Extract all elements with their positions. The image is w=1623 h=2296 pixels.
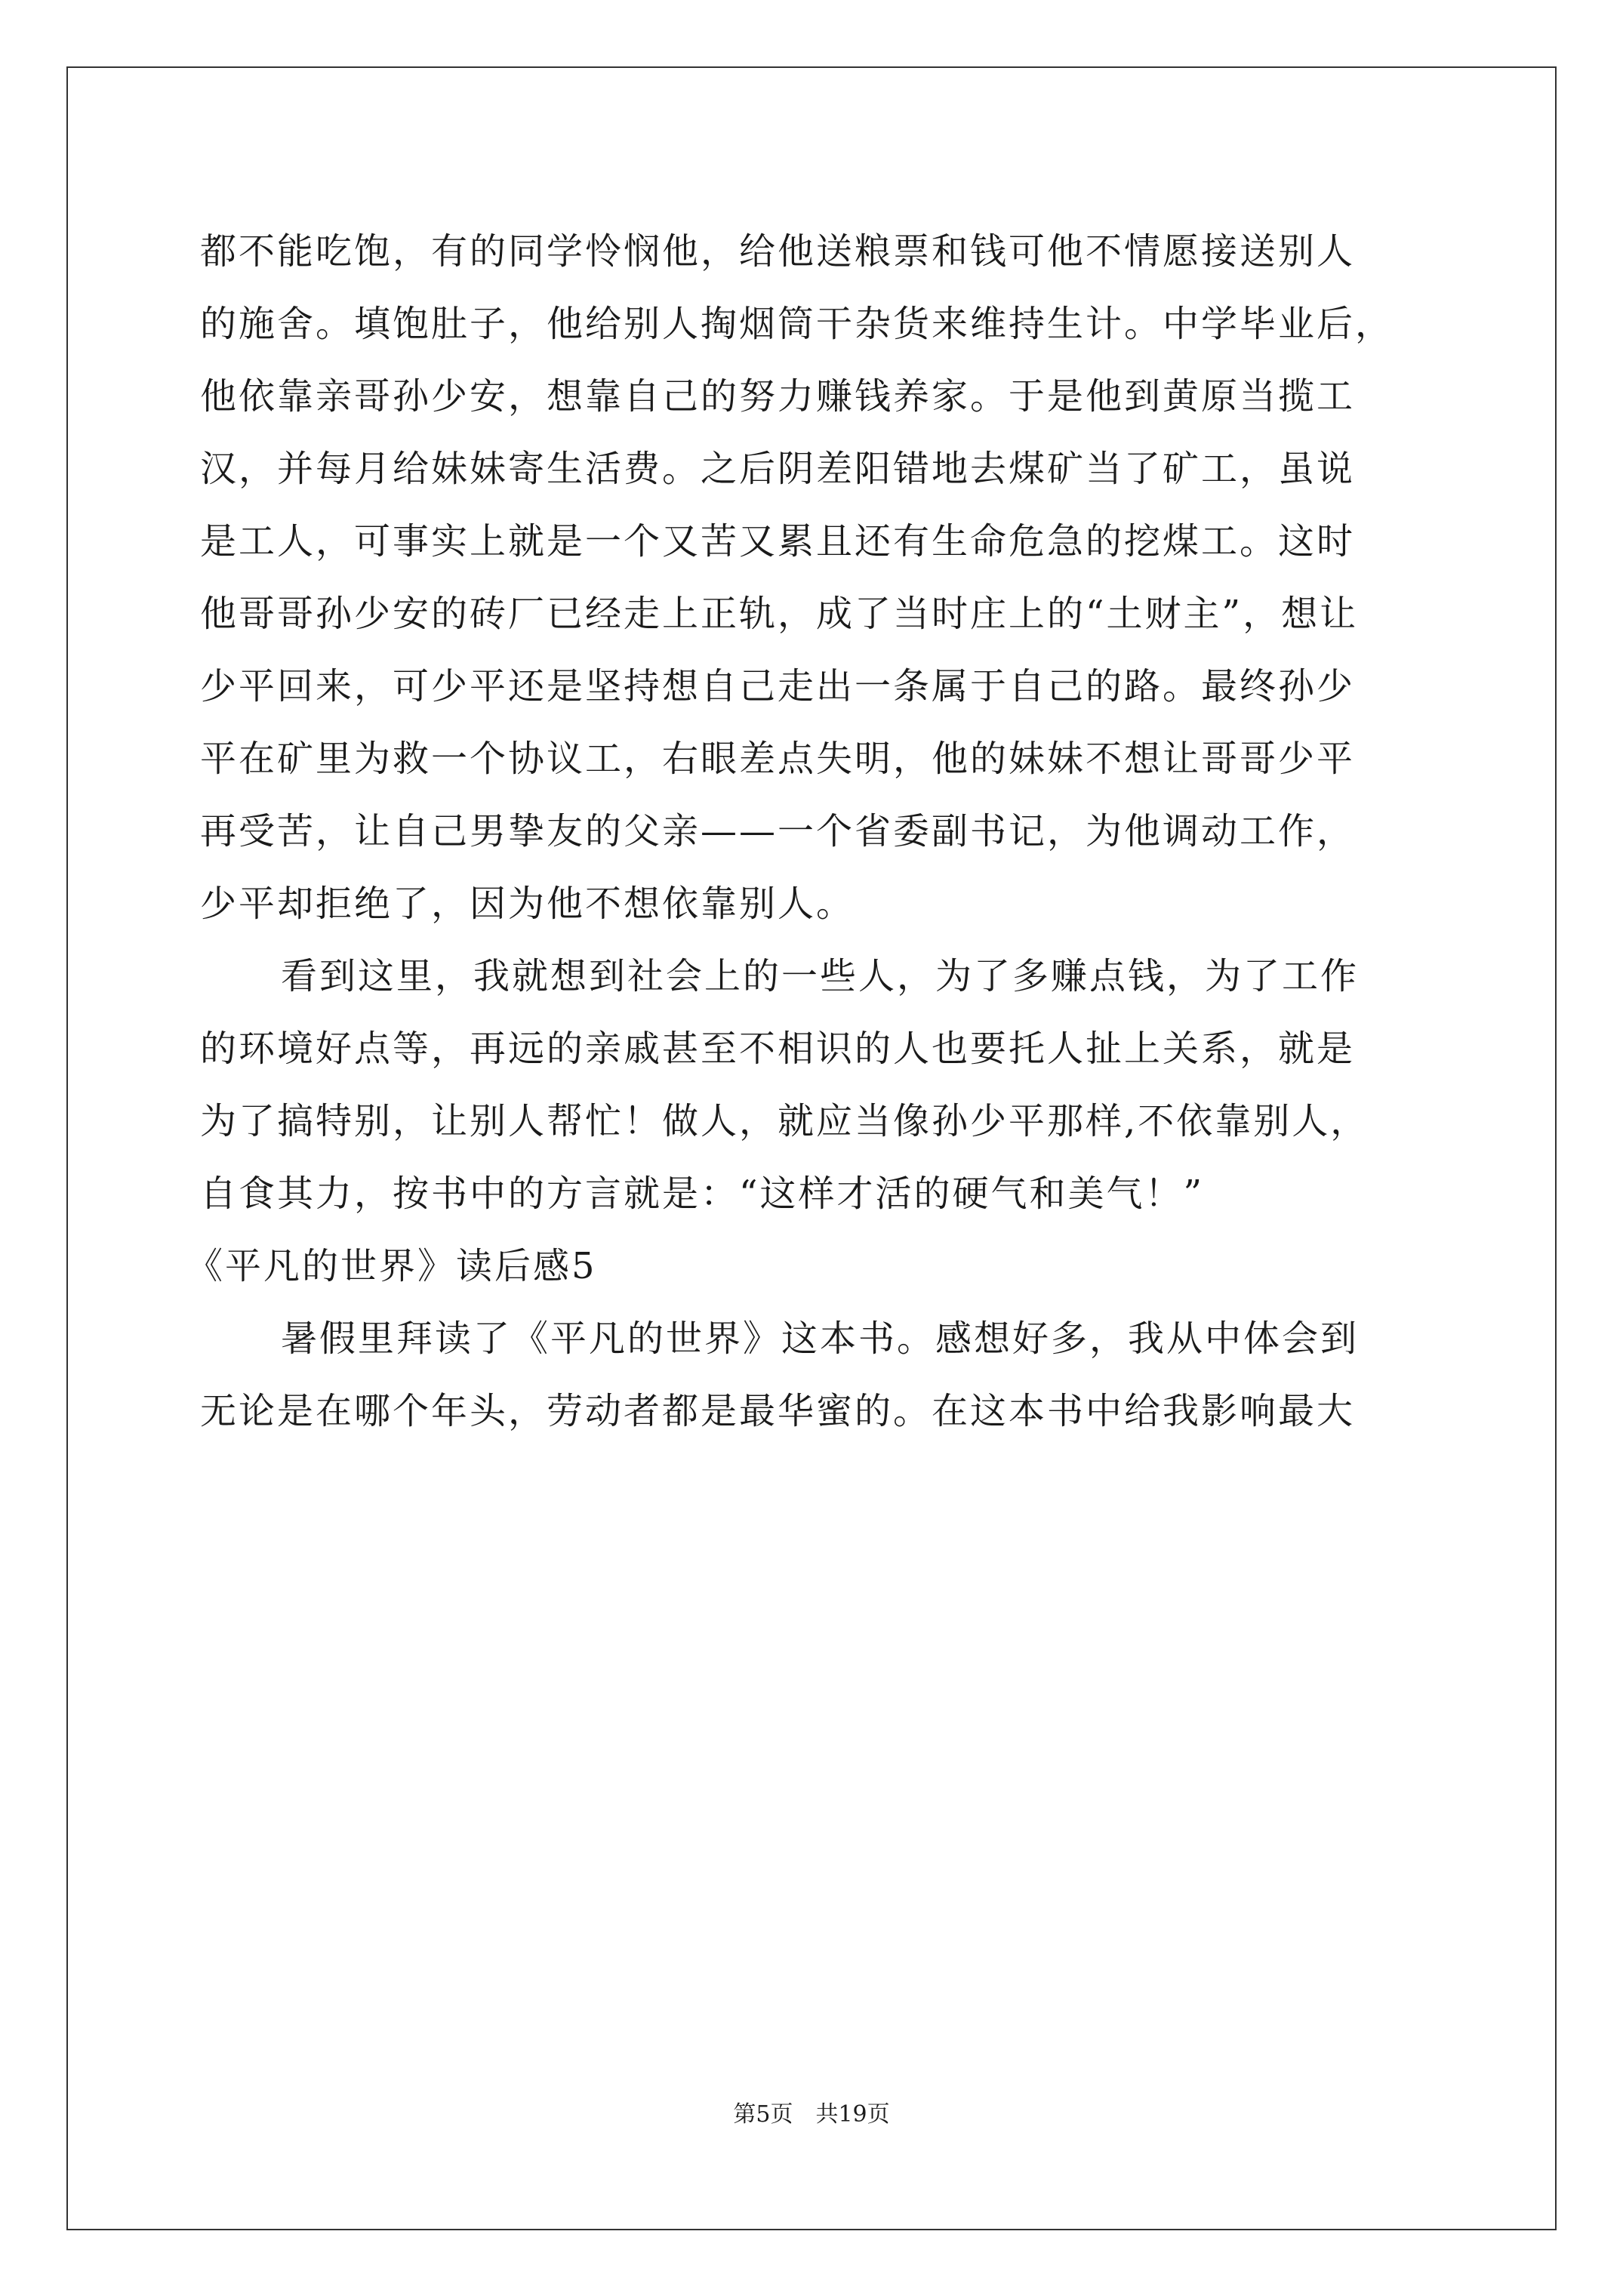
text-line: 自食其力，按书中的方言就是：“这样才活的硬气和美气！” xyxy=(200,1173,1205,1215)
document-body xyxy=(186,215,1438,1447)
text-line: 他依靠亲哥孙少安，想靠自己的努力赚钱养家。于是他到黄原当揽工 xyxy=(200,375,1356,418)
text-line: 的环境好点等，再远的亲戚甚至不相识的人也要托人扯上关系，就是 xyxy=(200,1028,1356,1070)
text-line: 无论是在哪个年头，劳动者都是最华蜜的。在这本书中给我影响最大 xyxy=(200,1390,1356,1432)
text-line: 平在矿里为救一个协议工，右眼差点失明，他的妹妹不想让哥哥少平 xyxy=(200,738,1356,780)
text-line: 再受苦，让自己男挚友的父亲——一个省委副书记，为他调动工作， xyxy=(200,810,1356,852)
section-heading: 《平凡的世界》读后感5 xyxy=(186,1245,597,1287)
text-line: 汉，并每月给妹妹寄生活费。之后阴差阳错地去煤矿当了矿工，虽说 xyxy=(200,448,1356,490)
paragraph-start-line: 看到这里，我就想到社会上的一些人，为了多赚点钱，为了工作 xyxy=(281,955,1360,997)
text-line: 是工人，可事实上就是一个又苦又累且还有生命危急的挖煤工。这时 xyxy=(200,520,1356,562)
page-number-footer: 第5页 共19页 xyxy=(733,2101,890,2128)
text-line: 少平回来，可少平还是坚持想自己走出一条属于自己的路。最终孙少 xyxy=(200,665,1356,707)
paragraph-start-line: 暑假里拜读了《平凡的世界》这本书。感想好多，我从中体会到 xyxy=(281,1318,1360,1360)
text-line: 他哥哥孙少安的砖厂已经走上正轨，成了当时庄上的“土财主”，想让 xyxy=(200,593,1359,635)
text-line: 少平却拒绝了，因为他不想依靠别人。 xyxy=(200,883,855,925)
text-line: 的施舍。填饱肚子，他给别人掏烟筒干杂货来维持生计。中学毕业后， xyxy=(200,303,1394,345)
text-line: 为了搞特别，让别人帮忙！做人，就应当像孙少平那样,不依靠别人， xyxy=(200,1100,1369,1142)
text-line: 都不能吃饱，有的同学怜悯他，给他送粮票和钱可他不情愿接送别人 xyxy=(200,230,1356,273)
